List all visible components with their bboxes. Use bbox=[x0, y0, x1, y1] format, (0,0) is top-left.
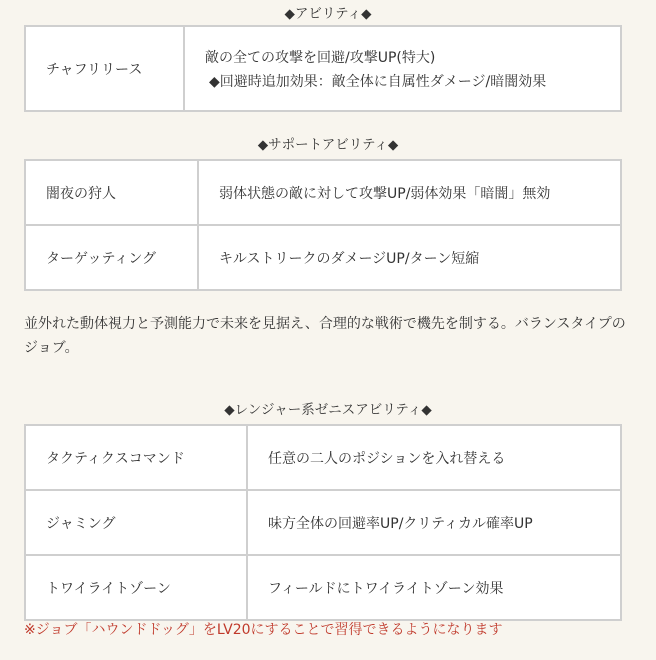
zenith-name: トワイライトゾーン bbox=[25, 555, 247, 620]
ability-section-title: ◆アビリティ◆ bbox=[284, 6, 372, 22]
support-desc: 弱体状態の敵に対して攻撃UP/弱体効果「暗闇」無効 bbox=[198, 160, 621, 225]
support-name: ターゲッティング bbox=[25, 225, 198, 290]
zenith-desc: 味方全体の回避率UP/クリティカル確率UP bbox=[247, 490, 621, 555]
table-row bbox=[25, 555, 621, 620]
table-row bbox=[25, 425, 621, 490]
table-row bbox=[25, 490, 621, 555]
table-row bbox=[25, 160, 621, 225]
zenith-section-title: ◆レンジャー系ゼニスアビリティ◆ bbox=[224, 402, 432, 418]
zenith-desc: フィールドにトワイライトゾーン効果 bbox=[247, 555, 621, 620]
support-desc: キルストリークのダメージUP/ターン短縮 bbox=[198, 225, 621, 290]
zenith-name: タクティクスコマンド bbox=[25, 425, 247, 490]
support-section-title: ◆サポートアビリティ◆ bbox=[257, 137, 399, 153]
ability-table bbox=[24, 25, 622, 112]
acquisition-note: ※ジョブ「ハウンドドッグ」をLV20にすることで習得できるようになります bbox=[24, 622, 503, 638]
ability-name: チャフリリース bbox=[25, 26, 184, 111]
ability-desc-line2: ◆回避時追加効果：敵全体に自属性ダメージ/暗闇効果 bbox=[209, 73, 547, 90]
support-name: 闇夜の狩人 bbox=[25, 160, 198, 225]
table-row bbox=[25, 225, 621, 290]
support-table bbox=[24, 159, 622, 291]
ability-desc-line1: 敵の全ての攻撃を回避/攻撃UP(特大) bbox=[205, 49, 436, 66]
zenith-desc: 任意の二人のポジションを入れ替える bbox=[247, 425, 621, 490]
ability-desc-cell bbox=[184, 26, 621, 111]
table-row bbox=[25, 26, 621, 111]
zenith-table bbox=[24, 424, 622, 621]
zenith-name: ジャミング bbox=[25, 490, 247, 555]
job-description: 並外れた動体視力と予測能力で未来を見据え、合理的な戦術で機先を制する。バランスタイプのジョブ。 bbox=[24, 316, 626, 356]
